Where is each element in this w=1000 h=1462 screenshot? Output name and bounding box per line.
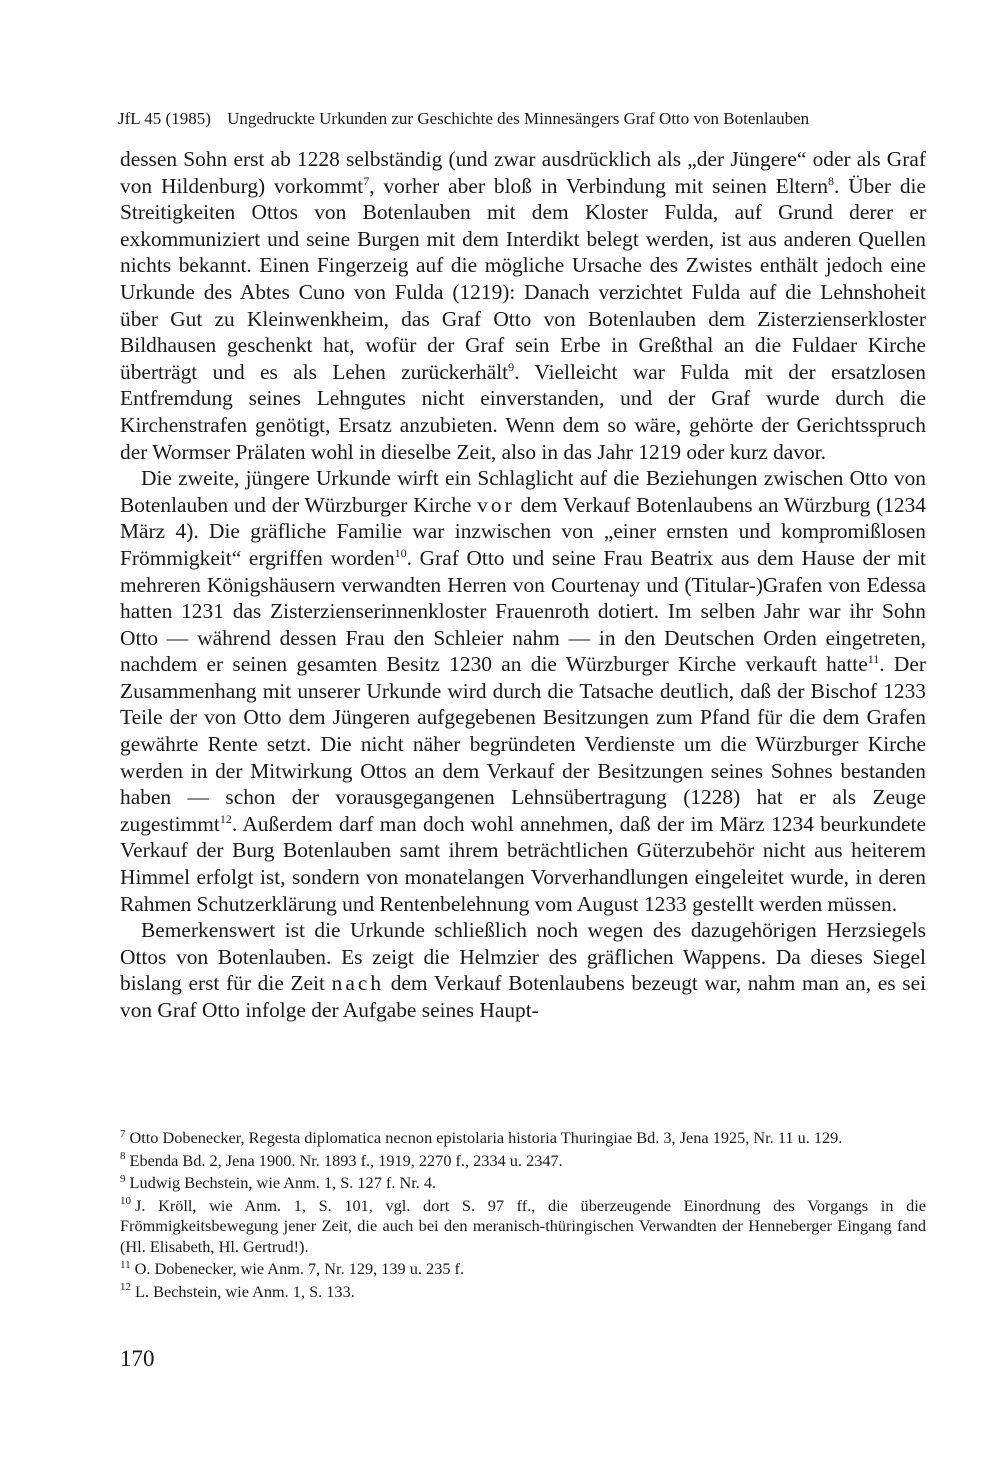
footnote (120, 1173, 926, 1194)
running-title: Ungedruckte Urkunden zur Geschichte des Minnesängers Graf Otto von Botenlauben (227, 109, 810, 128)
footnote-number: 10 (120, 1195, 131, 1208)
footnote (120, 1259, 926, 1280)
text-run: . Graf Otto und seine Frau Beatrix aus dem Hause der mit mehreren Königshäusern verwandten Herren von Courtenay und (Titular-)Grafen von Edessa hatten 1231 das Zisterzienserinnenkloster Frauenroth dotiert. Im selben Jahr war ihr Sohn Otto — während dessen Frau den Schleier nahm — in den Deutschen Orden eingetreten, nachdem er seinen gesamten Besitz 1230 an die Würzburger Kirche verkauft hatte (120, 545, 926, 677)
text-run: Die zweite, jüngere Urkunde wirft ein Schlaglicht auf die Beziehungen zwischen Otto von Botenlauben und der Würzburger Kirche (120, 466, 926, 517)
text-run: dessen Sohn erst ab 1228 selbständig (und zwar ausdrücklich als „der Jüngere“ oder als Graf von Hildenburg) vorkommt (120, 147, 926, 198)
footnote (120, 1282, 926, 1303)
body-paragraph (120, 465, 926, 917)
footnote-number: 12 (120, 1281, 131, 1294)
text-run: . Über die Streitigkeiten Ottos von Botenlauben mit dem Kloster Fulda, auf Grund derer er exkommuniziert und seine Burgen mit dem Interdikt belegt werden, ist aus anderen Quellen nichts bekannt. Einen Fingerzeig auf die mögliche Ursache des Zwistes enthält jedoch eine Urkunde des Abtes Cuno von Fulda (1219): Danach verzichtet Fulda auf die Lehnshoheit über Gut zu Kleinwenkheim, das Graf Otto von Botenlauben dem Zisterzienserkloster Bildhausen geschenkt hat, wofür der Graf sein Erbe in Greßthal an die Fuldaer Kirche überträgt und es als Lehen zurückerhält (120, 173, 926, 384)
text-run: . Außerdem darf man doch wohl annehmen, daß der im März 1234 beurkundete Verkauf der Burg Botenlauben samt ihrem beträchtlichen Güterzubehör nicht aus heiterem Himmel erfolgt ist, sondern von monatelangen Vorverhandlungen eingeleitet wurde, in deren Rahmen Schutzerklärung und Rentenbelehnung vom August 1233 gestellt werden müssen. (120, 811, 926, 916)
text-run: dem Verkauf Botenlaubens an Würzburg (1234 März 4). Die gräfliche Familie war inzwischen von „einer ernsten und kompromißlosen Frömmigkeit“ ergriffen worden (120, 492, 926, 570)
journal-reference: JfL 45 (1985) (118, 109, 211, 128)
footnote-text: O. Dobenecker, wie Anm. 7, Nr. 129, 139 u. 235 f. (134, 1259, 465, 1278)
footnote-number: 8 (120, 1150, 126, 1163)
footnote-text: Ebenda Bd. 2, Jena 1900. Nr. 1893 f., 1919, 2270 f., 2334 u. 2347. (129, 1150, 563, 1170)
footnote (120, 1196, 926, 1258)
footnote-text: J. Kröll, wie Anm. 1, S. 101, vgl. dort S. 97 ff., die überzeugende Einordnung des Vorgangs in die Frömmigkeitsbewegung jener Zeit, die auch bei den meranisch-thüringischen Verwandten der Henneberger Eingang fand (Hl. Elisabeth, Hl. Gertrud!). (120, 1195, 926, 1256)
spaced-emphasis: nach (331, 971, 385, 996)
body-paragraph (120, 917, 926, 1023)
footnote-number: 11 (120, 1258, 131, 1271)
text-run: , vorher aber bloß in Verbindung mit seinen Eltern (369, 173, 828, 198)
text-run: dem Verkauf Botenlaubens bezeugt war, nahm man an, es sei von Graf Otto infolge der Aufgabe seines Haupt- (120, 971, 927, 1022)
footnote-reference: 7 (363, 173, 370, 188)
page-number: 170 (120, 1346, 155, 1371)
footnote-text: Ludwig Bechstein, wie Anm. 1, S. 127 f. Nr. 4. (129, 1173, 437, 1192)
footnote-text: L. Bechstein, wie Anm. 1, S. 133. (135, 1281, 355, 1301)
footnote (120, 1128, 926, 1149)
text-run: Bemerkenswert ist die Urkunde schließlich noch wegen des dazugehörigen Herzsiegels Ottos von Botenlauben. Es zeigt die Helmzier des gräflichen Wappens. Da dieses Siegel bislang erst für die Zeit (120, 918, 926, 996)
text-run: . Vielleicht war Fulda mit der ersatzlosen Entfremdung seines Lehngutes nicht einverstanden, und der Graf wurde durch die Kirchenstrafen genötigt, Ersatz anzubieten. Wenn dem so wäre, gehörte der Gerichtsspruch der Wormser Prälaten wohl in dieselbe Zeit, also in das Jahr 1219 oder kurz davor. (120, 359, 926, 464)
footnote-reference: 10 (394, 545, 407, 560)
body-text (120, 146, 926, 1024)
footnote-reference: 12 (219, 811, 232, 826)
footnote (120, 1151, 926, 1172)
footnotes (120, 1128, 926, 1304)
running-header (118, 108, 928, 130)
body-paragraph (120, 146, 926, 465)
footnote-number: 9 (120, 1172, 126, 1185)
footnote-reference: 8 (827, 173, 834, 188)
footnote-reference: 11 (867, 652, 880, 667)
footnote-text: Otto Dobenecker, Regesta diplomatica necnon epistolaria historia Thuringiae Bd. 3, Jena 1925, Nr. 11 u. 129. (129, 1128, 843, 1147)
text-run: . Der Zusammenhang mit unserer Urkunde wird durch die Tatsache deutlich, daß der Bischof 1233 Teile der von Otto dem Jüngeren aufgegebenen Besitzungen zum Pfand für die dem Grafen gewährte Rente setzt. Die nicht näher begründeten Verdienste um die Würzburger Kirche werden in der Mitwirkung Ottos an dem Verkauf der Besitzungen seines Sohnes bestanden haben — schon der vorausgegangenen Lehnsübertragung (1228) hat er als Zeuge zugestimmt (120, 652, 926, 836)
footnote-reference: 9 (508, 359, 515, 374)
footnote-number: 7 (120, 1127, 126, 1140)
spaced-emphasis: vor (477, 492, 515, 517)
